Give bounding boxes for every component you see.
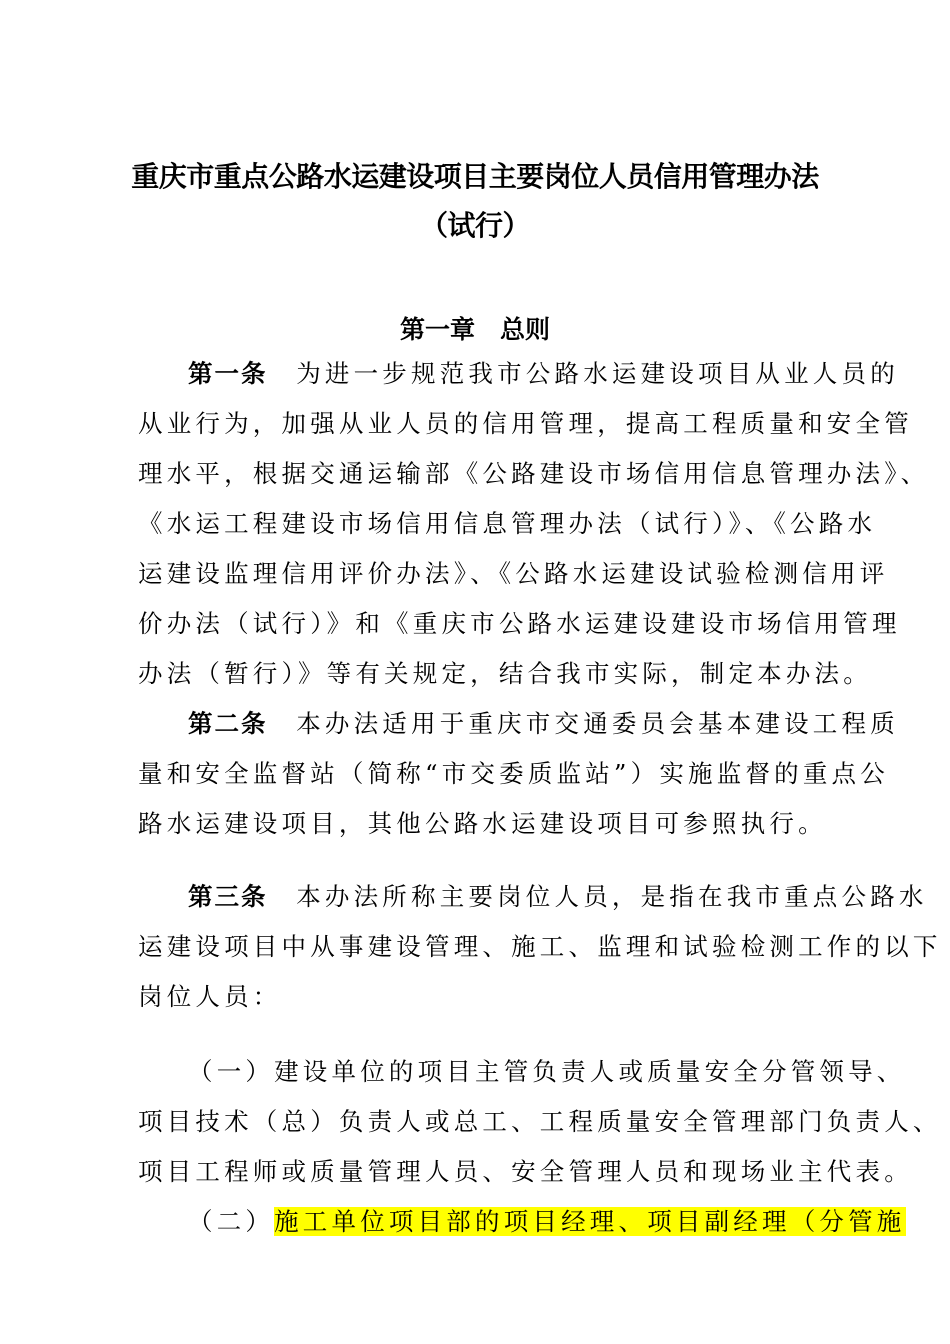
article-2-label: 第二条 <box>188 709 268 738</box>
article-1-line-4: 《水运工程建设市场信用信息管理办法（试行）》、《公路水 <box>138 509 877 538</box>
article-3-line-1: 第三条 本办法所称主要岗位人员，是指在我市重点公路水 <box>188 882 928 911</box>
document-title: 重庆市重点公路水运建设项目主要岗位人员信用管理办法 <box>131 160 819 193</box>
item-1-line-3: 项目工程师或质量管理人员、安全管理人员和现场业主代表。 <box>138 1157 913 1186</box>
article-2-line-3: 路水运建设项目，其他公路水运建设项目可参照执行。 <box>138 809 827 838</box>
article-1-line-1: 第一条 为进一步规范我市公路水运建设项目从业人员的 <box>188 359 899 388</box>
document-subtitle: （试行） <box>419 209 530 242</box>
article-1-line-5: 运建设监理信用评价办法》、《公路水运建设试验检测信用评 <box>138 559 889 588</box>
item-1-line-2: 项目技术（总）负责人或总工、工程质量安全管理部门负责人、 <box>138 1107 942 1136</box>
article-1-label: 第一条 <box>188 359 268 388</box>
article-3-line-3: 岗位人员： <box>138 982 282 1011</box>
item-1-line-1: （一）建设单位的项目主管负责人或质量安全分管领导、 <box>188 1057 906 1086</box>
article-1-line-3: 理水平，根据交通运输部《公路建设市场信用信息管理办法》、 <box>138 459 930 488</box>
article-1-line-6: 价办法（试行）》和《重庆市公路水运建设建设市场信用管理 <box>138 609 901 638</box>
item-2-line-1: （二）施工单位项目部的项目经理、项目副经理（分管施 <box>188 1207 906 1236</box>
article-2-line-2: 量和安全监督站（简称“市交委质监站”）实施监督的重点公 <box>138 759 889 788</box>
article-1-line-7: 办法（暂行）》等有关规定，结合我市实际，制定本办法。 <box>138 659 872 688</box>
highlighted-text: 施工单位项目部的项目经理、项目副经理（分管施 <box>274 1207 906 1236</box>
article-2-line-1: 第二条 本办法适用于重庆市交通委员会基本建设工程质 <box>188 709 899 738</box>
article-3-label: 第三条 <box>188 882 268 911</box>
article-1-line-2: 从业行为，加强从业人员的信用管理，提高工程质量和安全管 <box>138 409 913 438</box>
article-3-line-2: 运建设项目中从事建设管理、施工、监理和试验检测工作的以下 <box>138 932 942 961</box>
chapter-heading: 第一章 总则 <box>399 315 550 344</box>
